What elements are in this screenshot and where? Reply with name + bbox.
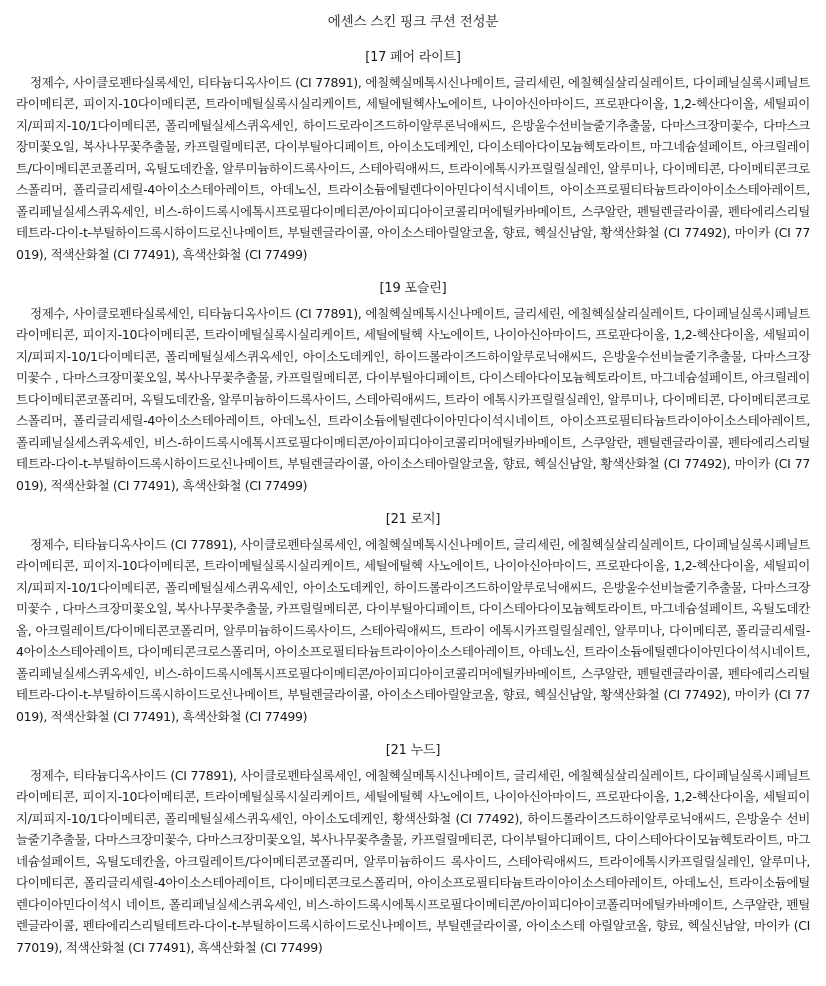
ingredient-section [14,279,812,496]
ingredient-list: 정제수, 티타늄디옥사이드 (CI 77891), 사이클로펜타실록세인, 에칠헥실메톡시신나메이트, 글리세린, 에칠헥실살리실레이트, 다이페닐실록시페닐트라이메티콘, 피이지-10다이메티콘, 트라이메틸실록시실리케이트, 세틸에틸헥 사노에이트, 나이아신아마이드, 프로판다이올, 1,2-헥산다이올, 세틸피이지/피피지-10/1다이메티콘, 폴리메틸실세스퀴옥세인, 아이소도데케인, 하이드롤라이즈드하이알루로닉애씨드, 은방울수선비늘줄기추출물, 다마스크장미꽃수 , 다마스크장미꽃오일, 복사나무꽃추출물, 카프릴릴메티콘, 다이부틸아디페이트, 다이스테아다이모늄헥토라이트, 마그네슘설페이트, 옥틸도데칸올, 아크릴레이트/다이메티콘코폴리머, 알루미늄하이드록사이드, 스테아릭애씨드, 트라이 에톡시카프릴릴실레인, 알루미나, 다이메티콘, 폴리글리세릴-4아이소스테아레이트, 다이메티콘크로스폴리머, 아이소프로필티타늄트라이아이소스테아레이트, 아데노신, 트라이소듐에틸렌다이아민다이석시네이트, 폴리페닐실세스퀴옥세인, 비스-하이드록시에톡시프로필다이메티콘/아이피디아이코콜리머에틸카바메이트, 스쿠알란, 펜틸렌글라이콜, 펜타에리스리틸테트라-다이-t-부틸하이드록시하이드로신나메이트, 부틸렌글라이콜, 아이소스테아릴알코올, 향료, 헥실신남알, 황색산화철 (CI 77492), 마이카 (CI 77019), 적색산화철 (CI 77491), 흑색산화철 (CI 77499) [16,536,810,724]
section-heading: [21 로지] [385,512,441,528]
page-title: 에센스 스킨 핑크 쿠션 전성분 [327,14,499,30]
section-heading: [17 페어 라이트] [365,50,461,66]
ingredient-list: 정제수, 사이클로펜타실록세인, 티타늄디옥사이드 (CI 77891), 에칠헥실메톡시신나메이트, 글리세린, 에칠헥실살리실레이트, 다이페닐실록시페닐트라이메티콘, 피이지-10다이메티콘, 트라이메틸실록시실리케이트, 세틸에틸헥사노에이트, 나이아신아마이드, 프로판다이올, 1,2-헥산다이올, 세틸피이지/피피지-10/1다이메티콘, 폴리메틸실세스퀴옥세인, 하이드로라이즈드하이알루론닉애씨드, 은방울수선비늘줄기추출물, 다마스크장미꽃수, 다마스크장미꽃오일, 복사나무꽃추출물, 카프릴릴메티콘, 다이부틸아디페이트, 아이소도데케인, 다이소테아다이모늄헥토라이트, 마그네슘설페이트, 아크릴레이트/다이메티콘코폴리머, 옥틸도데칸올, 알루미늄하이드록사이드, 스테아릭애씨드, 트라이에톡시카프릴릴실레인, 알루미나, 다이메티콘, 다이메티콘크로스폴리머, 폴리글리세릴-4아이소스테아레이트, 아데노신, 트라이소듐에틸렌다이아민다이석시네이트, 아이소프로필티타늄트라이아이소스테아레이트, 폴리페닐실세스퀴옥세인, 비스-하이드록시에톡시프로필다이메티콘/아이피디아이코콜리머에틸카바메이트, 스쿠알란, 펜틸렌글라이콜, 펜타에리스리틸테트라-다이-t-부틸하이드록시하이드로신나메이트, 부틸렌글라이콜, 아이소스테아릴알코올, 향료, 헥실신남알, 황색산화철 (CI 77492), 마이카 (CI 77019), 적색산화철 (CI 77491), 흑색산화철 (CI 77499) [16,74,810,262]
ingredient-section [14,48,812,265]
section-heading: [19 포슬린] [379,281,447,297]
section-heading: [21 누드] [385,743,441,759]
ingredient-list: 정제수, 사이클로펜타실록세인, 티타늄디옥사이드 (CI 77891), 에칠헥실메톡시신나메이트, 글리세린, 에칠헥실살리실레이트, 다이페닐실록시페닐트라이메티콘, 피이지-10다이메티콘, 트라이메틸실록시실리케이트, 세틸에틸헥 사노에이트, 나이아신아마이드, 프로판다이올, 1,2-헥산다이올, 세틸피이지/피피지-10/1다이메티콘, 폴리메틸실세스퀴옥세인, 아이소도데케인, 하이드롤라이즈드하이알루로닉애씨드, 은방울수선비늘줄기추출물, 다마스크장미꽃수 , 다마스크장미꽃오일, 복사나무꽃추출물, 카프릴릴메티콘, 다이부틸아디페이트, 다이스테아다이모늄헥토라이트, 마그네슘설페이트, 아크릴레이트다이메티콘코폴리머, 옥틸도데칸올, 알루미늄하이드록사이드, 스테아릭애씨드, 트라이 에톡시카프릴릴실레인, 알루미나, 다이메티콘, 다이메티콘크로스폴리머, 폴리글리세릴-4아이소스테아레이트, 아데노신, 트라이소듐에틸렌다이아민다이석시네이트, 아이소프로필티타늄트라이아이소스테아레이트, 폴리페닐실세스퀴옥세인, 비스-하이드록시에톡시프로필다이메티콘/아이피디아이코콜리머에틸카바메이트, 스쿠알란, 펜틸렌글라이콜, 펜타에리스리틸테트라-다이-t-부틸하이드록시하이드로신나메이트, 부틸렌글라이콜, 아이소스테아릴알코올, 향료, 헥실신남알, 황색산화철 (CI 77492), 마이카 (CI 77019), 적색산화철 (CI 77491), 흑색산화철 (CI 77499) [16,305,810,493]
ingredient-list: 정제수, 티타늄디옥사이드 (CI 77891), 사이클로펜타실록세인, 에칠헥실메톡시신나메이트, 글리세린, 에칠헥실살리실레이트, 다이페닐실록시페닐트라이메티콘, 피이지-10다이메티콘, 트라이메틸실록시실리케이트, 세틸에틸헥 사노에이트, 나이아신아마이드, 프로판다이올, 1,2-헥산다이올, 세틸피이지/피피지-10/1다이메티콘, 폴리메틸실세스퀴옥세인, 아이소도데케인, 황색산화철 (CI 77492), 하이드롤라이즈드하이알루로닉애씨드, 은방울수 선비늘줄기추출물, 다마스크장미꽃수, 다마스크장미꽃오일, 복사나무꽃추출물, 카프릴릴메티콘, 다이부틸아디페이트, 다이스테아다이모늄헥토라이트, 마그네슘설페이트, 옥틸도데칸올, 아크릴레이트/다이메티콘코폴리머, 알루미늄하이드 록사이드, 스테아릭애씨드, 트라이에톡시카프릴릴실레인, 알루미나, 다이메티콘, 폴리글리세릴-4아이소스테아레이트, 다이메티콘크로스폴리머, 아이소프로필티타늄트라이아이소스테아레이트, 아데노신, 트라이소듐에틸렌다이아민다이석시 네이트, 폴리페닐실세스퀴옥세인, 비스-하이드록시에톡시프로필다이메티콘/아이피디아이코폴리머에틸카바메이트, 스쿠알란, 펜틸렌글라이콜, 펜타에리스리틸테트라-다이-t-부틸하이드록시하이드로신나메이트, 부틸렌글라이콜, 아이소스테 아릴알코올, 향료, 헥실신남알, 마이카 (CI 77019), 적색산화철 (CI 77491), 흑색산화철 (CI 77499) [16,767,810,955]
ingredient-section [14,741,812,958]
ingredient-section [14,510,812,727]
